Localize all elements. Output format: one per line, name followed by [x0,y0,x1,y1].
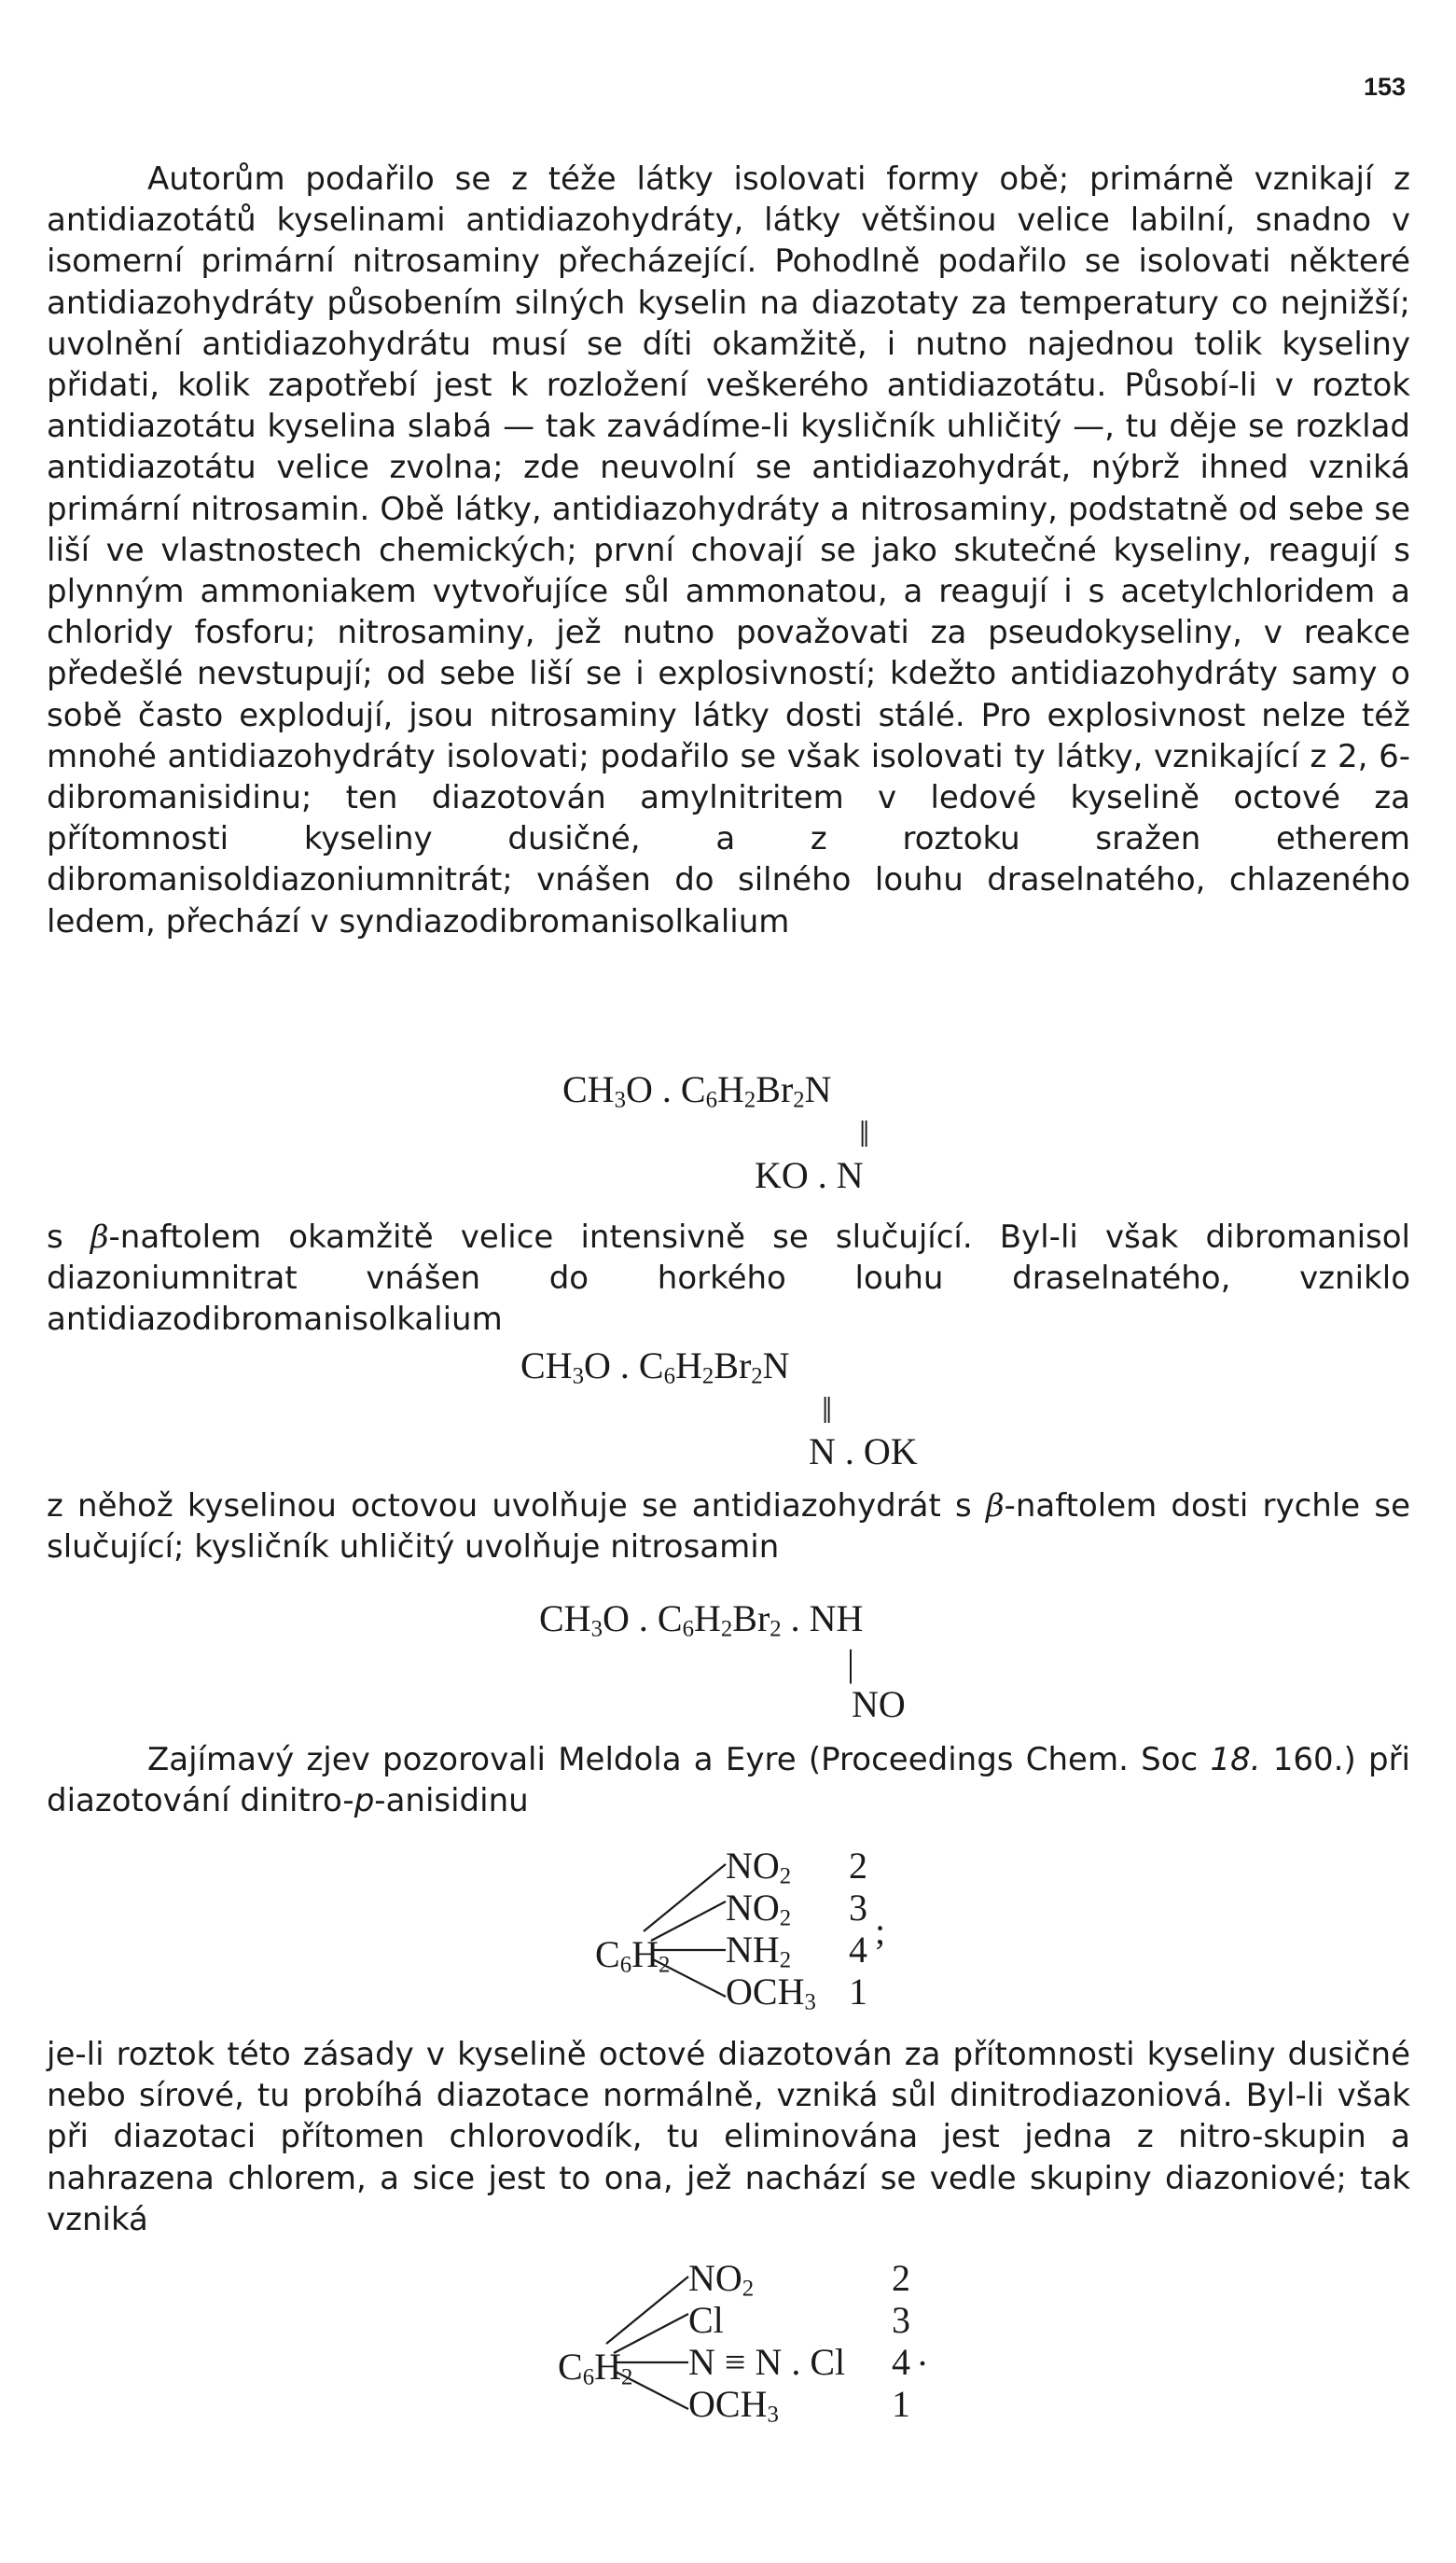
beta-symbol: β [985,1487,1005,1525]
formula-2-top: $CH_3O$ . $C_6H_2Br_2N$ [520,1344,790,1389]
formula-1-top: $CH_3O$ . $C_6H_2Br_2N$ [562,1068,832,1113]
formula-5-pos-1: 2 [892,2257,910,2299]
formula-5-pos-4: 1 [892,2383,910,2425]
formula-5-group-4: $OCH_3$ [688,2383,779,2428]
formula-5-group-2: Cl [688,2299,724,2341]
paragraph-4: Zajímavý zjev pozorovali Meldola a Eyre (Proceedings Chem. Soc 18. 160.) při diazotování dinitro-p-anisidinu [47,1741,1410,1820]
formula-2-bond: ‖ [822,1389,833,1431]
formula-4-group-3: $NH_2$ [726,1929,792,1973]
formula-5-group-3: N ≡ N . Cl [688,2341,846,2383]
formula-5-pos-2: 3 [892,2299,910,2341]
formula-4-core: $C_6H_2$ [595,1933,671,1978]
formula-1-bottom: KO . N [755,1154,864,1196]
formula-2-bottom: N . OK [809,1430,918,1472]
paragraph-5: je-li roztok této zásady v kyselině octové diazotován za přítomnosti kyseliny dusičné nebo sírové, tu probíhá diazotace normálně, vzniká sůl dinitrodiazoniová. Byl-li však při diazotaci přítomen chlorovodík, tu eliminována jest jedna z nitro-skupin a nahrazena chlorem, a sice jest to ona, jež nachází se vedle skupiny diazoniové; tak vzniká [47,2036,1410,2238]
formula-4-pos-3: 4 [849,1929,867,1971]
formula-5-core: $C_6H_2$ [558,2346,633,2390]
paragraph-2: s β-naftolem okamžitě velice intensivně se slučující. Byl-li však dibromanisol diazoniumnitrat vnášen do horkého louhu draselnatého, vzniklo antidiazodibromanisolkalium [47,1219,1410,1339]
formula-4-group-4: $OCH_3$ [726,1971,816,2015]
paragraph-3: z něhož kyselinou octovou uvolňuje se antidiazohydrát s β-naftolem dosti rychle se slučující; kysličník uhličitý uvolňuje nitrosamin [47,1487,1411,1567]
volume-number: 18. [1210,1741,1261,1778]
formula-3-bottom: NO [852,1683,906,1725]
formula-4-group-2: $NO_2$ [726,1887,792,1931]
para-prefix: p [354,1782,375,1820]
paragraph-1: Autorům podařilo se z téže látky isolovati formy obě; primárně vznikají z antidiazotátů kyselinami antidiazohydráty, látky většinou velice labilní, snadno v isomerní primární nitrosaminy přecházející. Pohodlně podařilo se isolovati některé antidiazohydráty působením silných kyselin na diazotaty za temperatury co nejnižší; uvolnění antidiazohydrátu musí se díti okamžitě, i nutno najednou tolik kyseliny přidati, kolik zapotřebí jest k rozložení veškerého antidiazotátu. Působí-li v roztok antidiazotátu kyselina slabá — tak zavádíme-li kysličník uhličitý —, tu děje se rozklad antidiazotátu velice zvolna; zde neuvolní se antidiazohydrát, nýbrž ihned vzniká primární nitrosamin. Obě látky, antidiazohydráty a nitrosaminy, podstatně od sebe se liší ve vlastnostech chemických; první chovají se jako skutečné kyseliny, reagují s plynným ammoniakem vytvořujíce sůl ammonatou, a reagují i s acetylchloridem a chloridy fosforu; nitrosaminy, jež nutno považovati za pseudokyseliny, v reakce předešlé nevstupují; od sebe liší se i explosivností; kdežto antidiazohydráty samy o sobě často explodují, jsou nitrosaminy látky dosti stálé. Pro explosivnost nelze též mnohé antidiazohydráty isolovati; podařilo se však isolovati ty látky, vznikající z 2, 6-dibromanisidinu; ten diazotován amylnitritem v ledové kyselině octové za přítomnosti kyseliny dusičné, a z roztoku sražen etherem dibromanisoldiazoniumnitrát; vnášen do silného louhu draselnatého, chlazeného ledem, přechází v syndiazodibromanisolkalium [47,160,1410,940]
formula-4-group-1: $NO_2$ [726,1845,792,1889]
formula-4-pos-1: 2 [849,1845,867,1887]
formula-4-pos-4: 1 [849,1971,867,2013]
formula-5-pos-3: 4 [892,2341,910,2383]
page-number: 153 [1363,73,1406,101]
formula-3-bond: | [847,1642,855,1684]
beta-symbol: β [90,1219,109,1256]
formula-4-trailing: ; [875,1910,886,1952]
formula-5-trailing: . [918,2332,927,2374]
formula-1-bond: ‖ [859,1113,870,1155]
formula-3-top: $CH_3O$ . $C_6H_2Br_2$ . NH [539,1597,864,1642]
formula-4-pos-2: 3 [849,1887,867,1929]
formula-5-group-1: $NO_2$ [688,2257,755,2302]
